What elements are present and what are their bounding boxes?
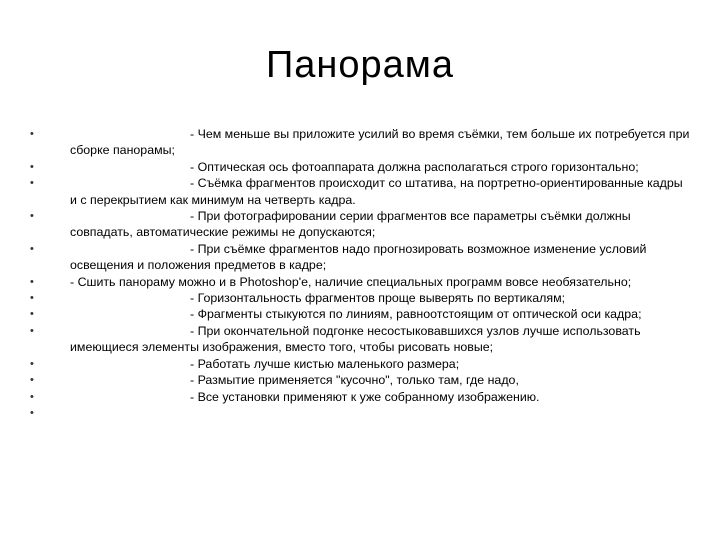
bullet-icon: •	[30, 128, 34, 140]
list-item	[30, 306, 690, 322]
list-item-text: - Чем меньше вы приложите усилий во время съёмки, тем больше их потребуется при сборке панорамы;	[70, 127, 690, 158]
bullet-icon: •	[30, 160, 34, 173]
list-item	[30, 159, 690, 175]
list-item	[30, 208, 690, 241]
bullet-icon: •	[30, 210, 34, 223]
list-item-text: - При фотографировании серии фрагментов все параметры съёмки должны совпадать, автоматические режимы не допускаются;	[70, 209, 631, 240]
bullet-icon: •	[30, 177, 34, 190]
bullet-icon: •	[30, 390, 34, 403]
list-item	[30, 175, 690, 208]
list-item-text: - Оптическая ось фотоаппарата должна располагаться строго горизонтально;	[190, 159, 639, 174]
bullet-icon: •	[30, 242, 34, 255]
bullet-icon: •	[30, 406, 34, 419]
list-item-text: - Съёмка фрагментов происходит со штатива, на портретно-ориентированные кадры и с перекрытием как минимум на четверть кадра.	[70, 176, 683, 207]
list-item-text: - При окончательной подгонке несостыковавшихся узлов лучше использовать имеющиеся элементы изображения, вместо того, чтобы рисовать новые;	[70, 323, 641, 355]
list-item-text: - Все установки применяют к уже собранному изображению.	[190, 389, 540, 404]
list-item	[30, 274, 690, 290]
list-item-text: - При съёмке фрагментов надо прогнозировать возможное изменение условий освещения и положения предметов в кадре;	[70, 241, 647, 273]
list-item	[30, 405, 690, 421]
list-item-text: - Горизонтальность фрагментов проще выверять по вертикалям;	[190, 291, 566, 306]
list-item	[30, 323, 690, 356]
bullet-icon: •	[30, 324, 34, 337]
bullet-icon: •	[30, 275, 34, 288]
bullet-list	[30, 126, 690, 421]
bullet-icon: •	[30, 292, 34, 305]
bullet-icon: •	[30, 357, 34, 370]
slide-title: Панорама	[265, 44, 455, 86]
list-item	[30, 126, 690, 159]
list-item	[30, 372, 690, 388]
bullet-icon: •	[30, 308, 34, 321]
list-item-text: - Работать лучше кистью маленького размера;	[190, 356, 460, 371]
list-item	[30, 290, 690, 306]
list-item-text: - Фрагменты стыкуются по линиям, равноотстоящим от оптической оси кадра;	[190, 307, 642, 322]
list-item-text: - Сшить панораму можно и в Photoshop'е, наличие специальных программ вовсе необязательно;	[70, 274, 632, 289]
list-item-text: - Размытие применяется "кусочно", только там, где надо,	[190, 373, 519, 388]
bullet-icon: •	[30, 374, 34, 387]
list-item	[30, 389, 690, 405]
list-item	[30, 241, 690, 274]
list-item	[30, 356, 690, 372]
